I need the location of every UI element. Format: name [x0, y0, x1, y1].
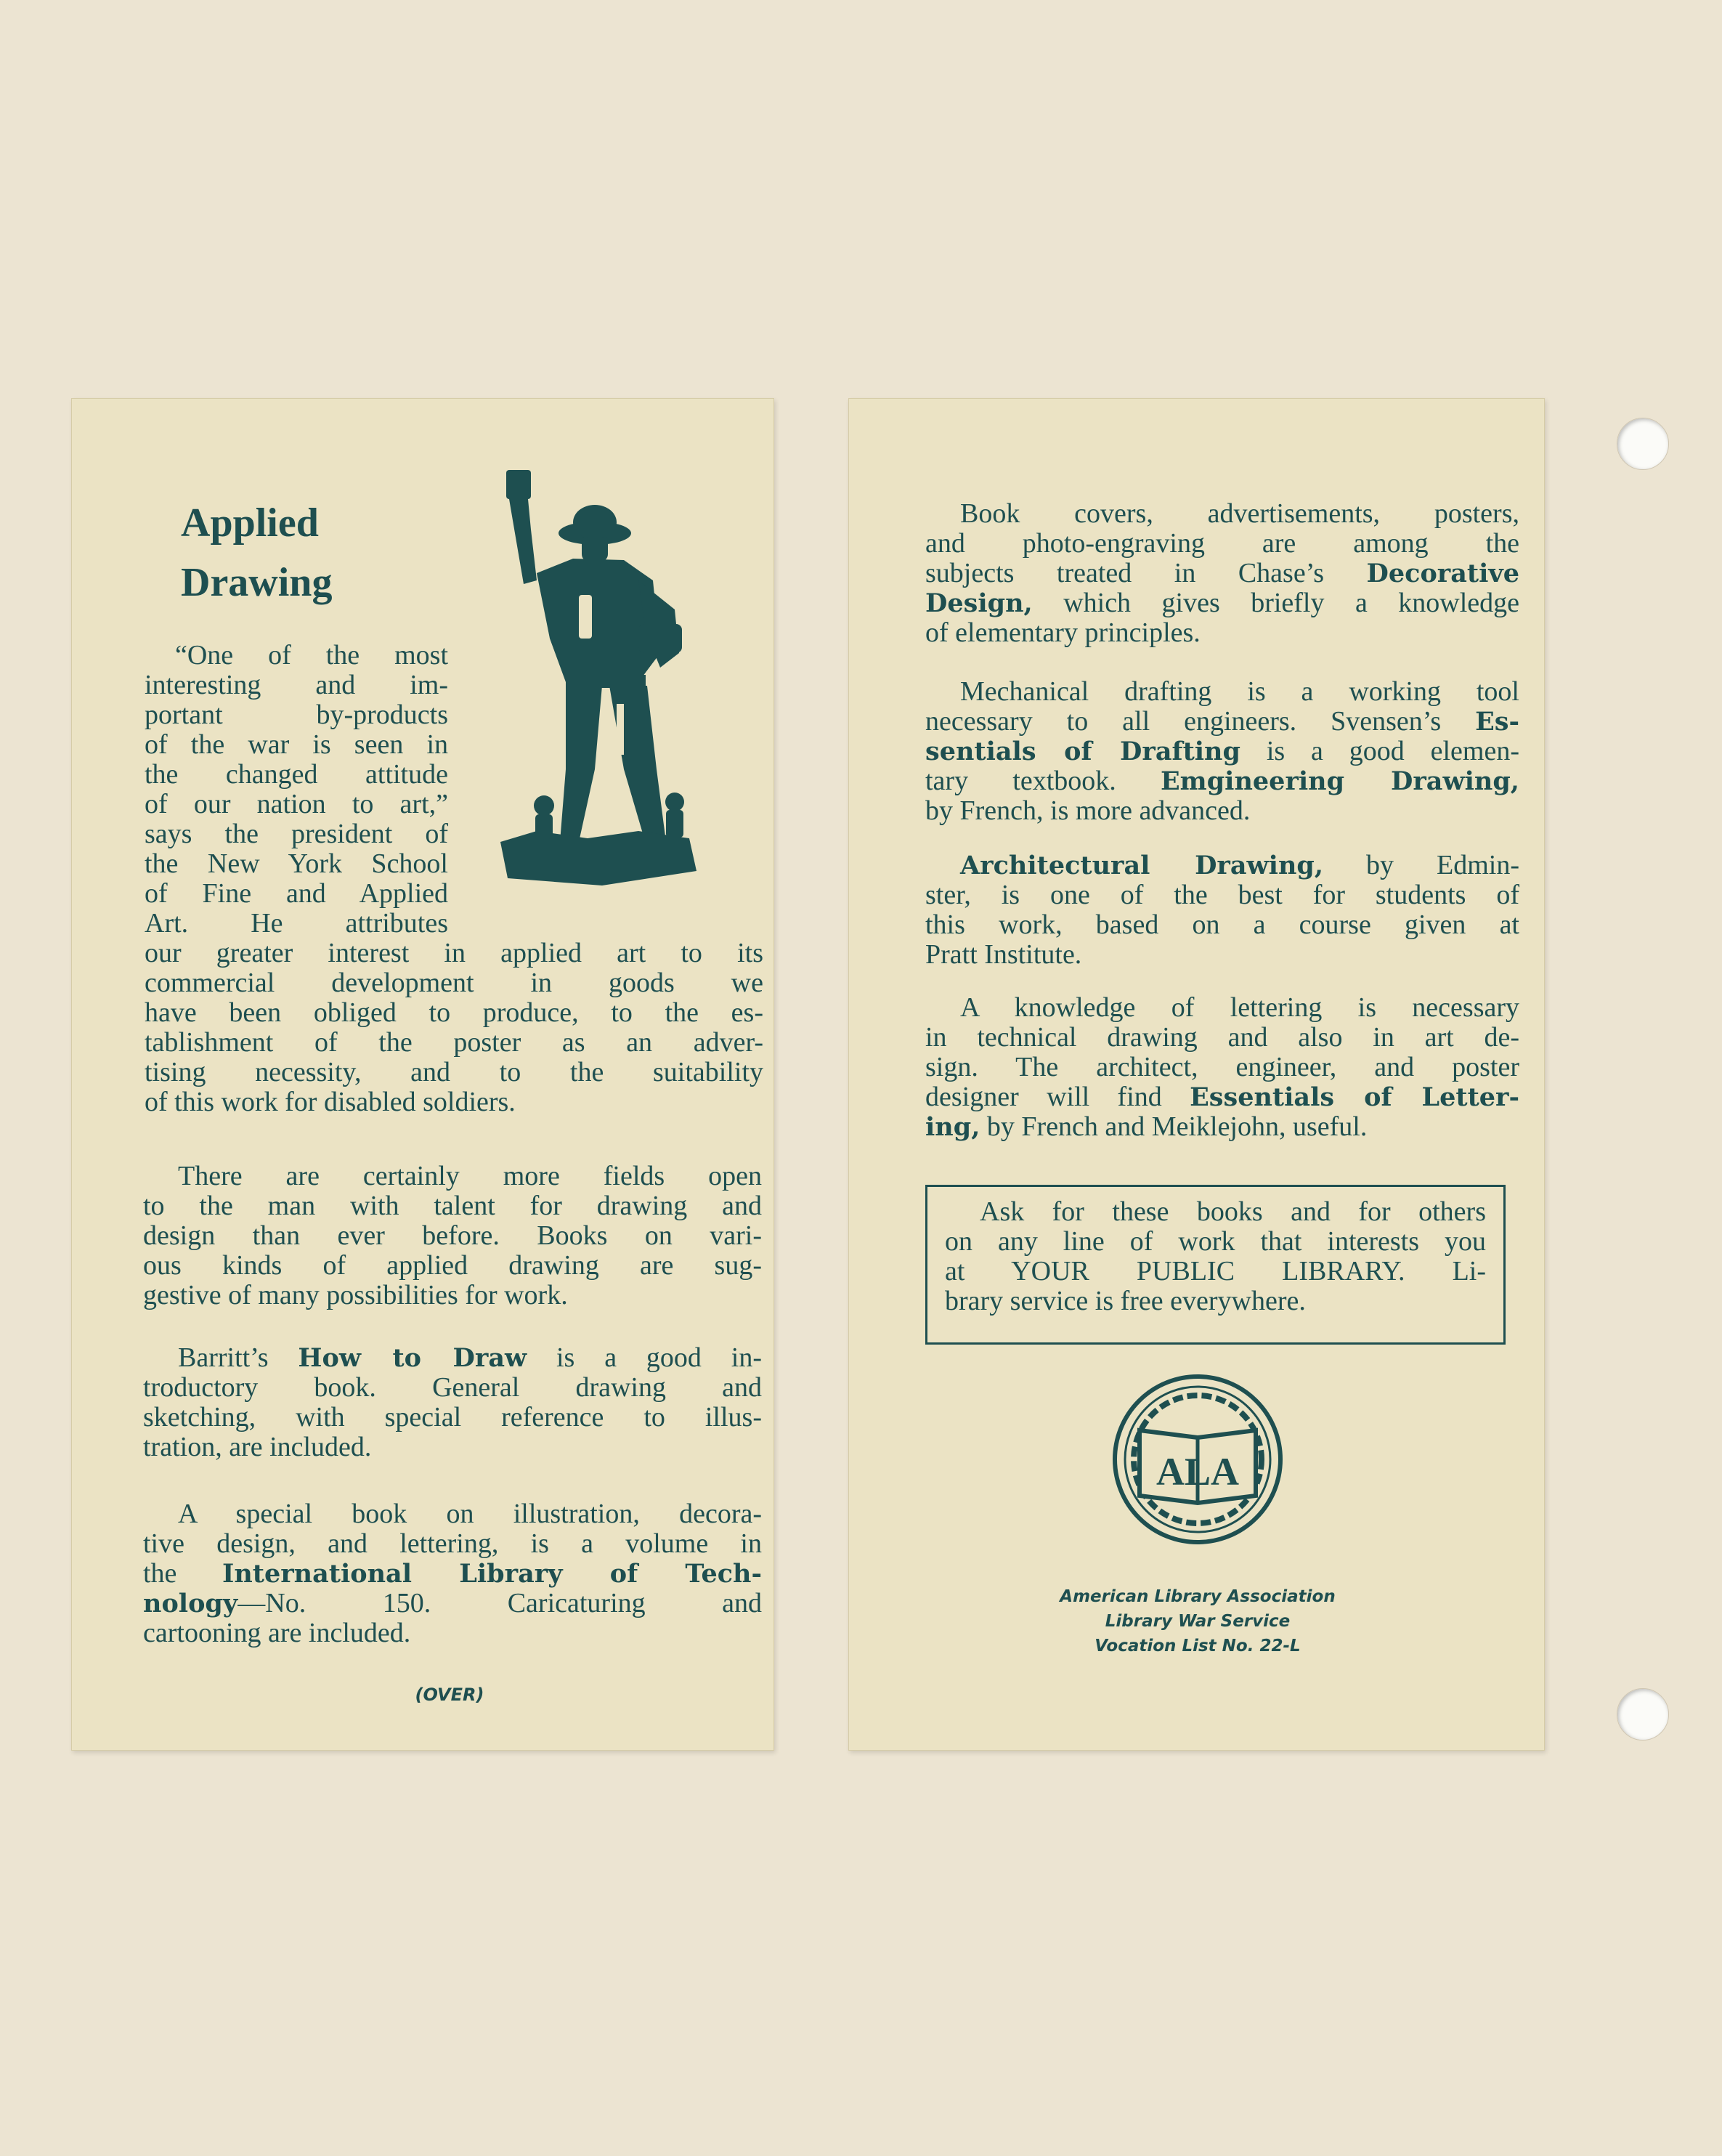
book-title: Essentials of Letter-: [1190, 1082, 1519, 1112]
text-line: by French, is more advanced.: [925, 795, 1251, 826]
book-title: How to Draw: [298, 1343, 527, 1373]
lettering-paragraph: [925, 993, 1519, 1142]
text-line: of the war is seen in: [145, 729, 448, 760]
seal-text: ALA: [1156, 1450, 1240, 1494]
text-line: have been obliged to produce, to the es-: [145, 997, 763, 1028]
text-line: our greater interest in applied art to its: [145, 938, 763, 968]
architectural-paragraph: [925, 851, 1519, 970]
imprint-line: American Library Association: [1060, 1587, 1336, 1606]
text-line: of this work for disabled soldiers.: [145, 1087, 516, 1117]
book-title: sentials of Drafting: [925, 737, 1240, 766]
punch-hole-bottom: [1617, 1688, 1669, 1740]
illustration-paragraph: [143, 1499, 762, 1648]
text-line: to the man with talent for drawing and: [143, 1191, 762, 1221]
text-line: designer will find Essentials of Letter-: [925, 1082, 1519, 1112]
text-line: There are certainly more fields open: [178, 1161, 762, 1191]
text-line: sign. The architect, engineer, and poster: [925, 1052, 1519, 1082]
imprint-line: Vocation List No. 22-L: [1094, 1637, 1301, 1655]
right-card: [848, 398, 1545, 1751]
how-to-draw-paragraph: [143, 1343, 762, 1462]
text-line: says the president of: [145, 819, 448, 849]
text-line: tive design, and lettering, is a volume in: [143, 1528, 762, 1559]
text-line: tration, are included.: [143, 1432, 372, 1462]
text-line: A knowledge of lettering is necessary: [960, 992, 1519, 1023]
text-line: troductory book. General drawing and: [143, 1372, 762, 1403]
book-title: International Library of Tech-: [222, 1559, 762, 1589]
title-line: Applied: [181, 500, 319, 546]
text-line: Architectural Drawing, by Edmin-: [960, 850, 1519, 880]
text-line: necessary to all engineers. Svensen’s Es-: [925, 706, 1519, 737]
text-line: sentials of Drafting is a good elemen-: [925, 736, 1519, 766]
text-line: the New York School: [145, 848, 448, 879]
book-title: ing,: [925, 1112, 980, 1142]
punch-hole-top: [1617, 418, 1669, 470]
over-label: (OVER): [415, 1685, 484, 1705]
text-line: on any line of work that interests you: [945, 1226, 1486, 1257]
book-title: Emgineering Drawing,: [1160, 766, 1519, 796]
card-title: [181, 493, 428, 612]
text-line: Mechanical drafting is a working tool: [960, 676, 1519, 707]
text-line: of elementary principles.: [925, 617, 1201, 648]
decorative-design-paragraph: [925, 499, 1519, 648]
title-line: Drawing: [181, 560, 333, 605]
text-line: in technical drawing and also in art de-: [925, 1022, 1519, 1053]
drafting-paragraph: [925, 677, 1519, 826]
book-title: nology: [143, 1589, 238, 1618]
text-line: commercial development in goods we: [145, 968, 763, 998]
text-line: and photo-engraving are among the: [925, 528, 1519, 559]
intro-paragraph: [145, 641, 763, 1117]
text-line: “One of the most: [175, 640, 448, 670]
text-line: of our nation to art,”: [145, 789, 448, 819]
text-line: subjects treated in Chase’s Decorative: [925, 558, 1519, 588]
text-line: A special book on illustration, decora-: [178, 1499, 762, 1529]
text-line: Art. He attributes: [145, 908, 448, 939]
book-title: Design,: [925, 588, 1033, 618]
library-notice-box: [925, 1185, 1506, 1345]
left-card: [71, 398, 774, 1751]
text-line: tablishment of the poster as an adver-: [145, 1027, 763, 1058]
text-line: ing, by French and Meiklejohn, useful.: [925, 1111, 1368, 1142]
text-line: gestive of many possibilities for work.: [143, 1280, 568, 1310]
ala-seal-logo: [1110, 1372, 1285, 1547]
imprint-line: Library War Service: [1105, 1612, 1291, 1631]
text-line: sketching, with special reference to illus-: [143, 1402, 762, 1432]
text-line: interesting and im-: [145, 670, 448, 700]
book-title: Es-: [1475, 707, 1519, 737]
fields-paragraph: [143, 1162, 762, 1310]
text-line: tary textbook. Emgineering Drawing,: [925, 766, 1519, 796]
text-line: Book covers, advertisements, posters,: [960, 498, 1519, 529]
text-line: cartooning are included.: [143, 1618, 411, 1648]
text-line: brary service is free everywhere.: [945, 1286, 1306, 1316]
text-line: tising necessity, and to the suitability: [145, 1057, 763, 1087]
text-line: the International Library of Tech-: [143, 1558, 762, 1589]
text-line: ous kinds of applied drawing are sug-: [143, 1250, 762, 1281]
publisher-imprint: [1016, 1584, 1379, 1658]
text-line: Pratt Institute.: [925, 939, 1082, 970]
book-title: Decorative: [1366, 559, 1519, 588]
text-line: the changed attitude: [145, 759, 448, 790]
text-line: at YOUR PUBLIC LIBRARY. Li-: [945, 1256, 1486, 1286]
text-line: Barritt’s How to Draw is a good in-: [178, 1342, 762, 1373]
text-line: Design, which gives briefly a knowledge: [925, 588, 1519, 618]
text-line: Ask for these books and for others: [980, 1196, 1486, 1227]
text-line: design than ever before. Books on vari-: [143, 1220, 762, 1251]
text-line: ster, is one of the best for students of: [925, 880, 1519, 910]
book-title: Architectural Drawing,: [960, 851, 1324, 880]
text-line: portant by-products: [145, 700, 448, 730]
text-line: nology—No. 150. Caricaturing and: [143, 1588, 762, 1618]
text-line: this work, based on a course given at: [925, 909, 1519, 940]
text-line: of Fine and Applied: [145, 878, 448, 909]
